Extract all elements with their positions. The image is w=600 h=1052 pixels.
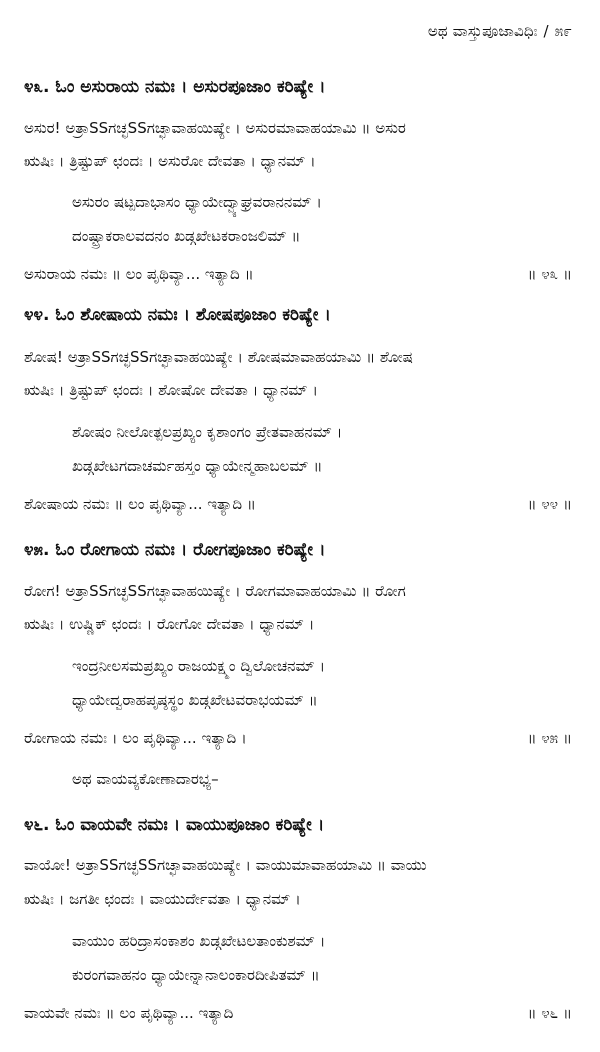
closing-line (24, 1003, 572, 1023)
invocation-line: ವಾಯೋ! ಅತ್ರಾSSಗಚ್ಛSSಗಚ್ಛಾವಾಹಯಿಷ್ಯೇ । ವಾಯುಮಾವಾಹಯಾಮಿ ॥ ವಾಯು (24, 856, 427, 874)
closing-text: ರೋಗಾಯ ನಮಃ । ಲಂ ಪೃಥಿವ್ಯಾ... ಇತ್ಯಾದಿ । (24, 729, 247, 747)
closing-text: ಅಸುರಾಯ ನಮಃ ॥ ಲಂ ಪೃಥಿವ್ಯಾ... ಇತ್ಯಾದಿ ॥ (24, 265, 254, 283)
closing-line (24, 264, 572, 284)
verse-number: ॥ ೪೩ ॥ (527, 265, 572, 283)
invocation-line: ಋಷಿಃ । ತ್ರಿಷ್ಟುಪ್ ಛಂದಃ । ಶೋಷೋ ದೇವತಾ । ಧ್ಯಾನಮ್ । (24, 381, 318, 399)
verse-number: ॥ ೪೪ ॥ (527, 495, 572, 513)
verse-line: ಖಡ್ಗಖೇಟಗದಾಚರ್ಮಹಸ್ತಂ ಧ್ಯಾಯೇನ್ಮಹಾಬಲಮ್ ॥ (72, 457, 323, 475)
verse-line: ದಂಷ್ಟ್ರಾಕರಾಲವದನಂ ಖಡ್ಗಖೇಟಕರಾಂಜಲಿಮ್ ॥ (72, 227, 301, 245)
closing-line (24, 728, 572, 748)
section-heading: ೪೪. ಓಂ ಶೋಷಾಯ ನಮಃ । ಶೋಷಪೂಜಾಂ ಕರಿಷ್ಯೇ । (24, 305, 331, 325)
section-heading: ೪೫. ಓಂ ರೋಗಾಯ ನಮಃ । ರೋಗಪೂಜಾಂ ಕರಿಷ್ಯೇ । (24, 540, 326, 560)
header-title: ಅಥ ವಾಸ್ತುಪೂಜಾವಿಧಿಃ (427, 22, 538, 40)
closing-text: ಶೋಷಾಯ ನಮಃ ॥ ಲಂ ಪೃಥಿವ್ಯಾ... ಇತ್ಯಾದಿ ॥ (24, 495, 256, 513)
verse-line: ಅಸುರಂ ಷಟ್ಪದಾಭಾಸಂ ಧ್ಯಾಯೇದ್ವ್ಯಾಘ್ರವರಾನನಮ್ । (72, 193, 322, 211)
page-number: ೫೯ (554, 22, 572, 40)
closing-text: ವಾಯವೇ ನಮಃ ॥ ಲಂ ಪೃಥಿವ್ಯಾ... ಇತ್ಯಾದಿ (24, 1004, 234, 1022)
section-heading: ೪೬. ಓಂ ವಾಯವೇ ನಮಃ । ವಾಯುಪೂಜಾಂ ಕರಿಷ್ಯೇ । (24, 815, 325, 835)
verse-line: ಶೋಷಂ ನೀಲೋತ್ಪಲಪ್ರಖ್ಯಂ ಕೃಶಾಂಗಂ ಪ್ರೇತವಾಹನಮ್ । (72, 423, 343, 441)
invocation-line: ಋಷಿಃ । ಜಗತೀ ಛಂದಃ । ವಾಯುರ್ದೇವತಾ । ಧ್ಯಾನಮ್ । (24, 890, 301, 908)
verse-line: ಧ್ಯಾಯೇದ್ವರಾಹಪೃಷ್ಠಸ್ಥಂ ಖಡ್ಗಖೇಟವರಾಭಯಮ್ ॥ (72, 691, 318, 709)
section-heading: ೪೩. ಓಂ ಅಸುರಾಯ ನಮಃ । ಅಸುರಪೂಜಾಂ ಕರಿಷ್ಯೇ । (24, 77, 326, 97)
verse-line: ವಾಯುಂ ಹರಿದ್ರಾಸಂಕಾಶಂ ಖಡ್ಗಖೇಟಲತಾಂಕುಶಮ್ । (72, 932, 326, 950)
intro-line: ಅಥ ವಾಯವ್ಯಕೋಣಾದಾರಭ್ಯ– (72, 770, 219, 788)
header-separator: / (543, 22, 549, 40)
invocation-line: ರೋಗ! ಅತ್ರಾSSಗಚ್ಛSSಗಚ್ಛಾವಾಹಯಿಷ್ಯೇ । ರೋಗಮಾವಾಹಯಾಮಿ ॥ ರೋಗ (24, 582, 406, 600)
verse-number: ॥ ೪೫ ॥ (527, 729, 572, 747)
invocation-line: ಶೋಷ! ಅತ್ರಾSSಗಚ್ಛSSಗಚ್ಛಾವಾಹಯಿಷ್ಯೇ । ಶೋಷಮಾವಾಹಯಾಮಿ ॥ ಶೋಷ (24, 348, 413, 366)
verse-line: ಕುರಂಗವಾಹನಂ ಧ್ಯಾಯೇನ್ನಾನಾಲಂಕಾರದೀಪಿತಮ್ ॥ (72, 966, 320, 984)
verse-number: ॥ ೪೬ ॥ (527, 1004, 572, 1022)
invocation-line: ಋಷಿಃ । ತ್ರಿಷ್ಟುಪ್ ಛಂದಃ । ಅಸುರೋ ದೇವತಾ । ಧ್ಯಾನಮ್ । (24, 152, 316, 170)
invocation-line: ಅಸುರ! ಅತ್ರಾSSಗಚ್ಛSSಗಚ್ಛಾವಾಹಯಿಷ್ಯೇ । ಅಸುರಮಾವಾಹಯಾಮಿ ॥ ಅಸುರ (24, 119, 406, 137)
running-header (428, 22, 572, 40)
closing-line (24, 494, 572, 514)
verse-line: ಇಂದ್ರನೀಲಸಮಪ್ರಖ್ಯಂ ರಾಜಯಕ್ಷ್ಮಂ ದ್ವಿಲೋಚನಮ್ । (72, 657, 326, 675)
invocation-line: ಋಷಿಃ । ಉಷ್ಣಿಕ್ ಛಂದಃ । ರೋಗೋ ದೇವತಾ । ಧ್ಯಾನಮ್ । (24, 615, 315, 633)
